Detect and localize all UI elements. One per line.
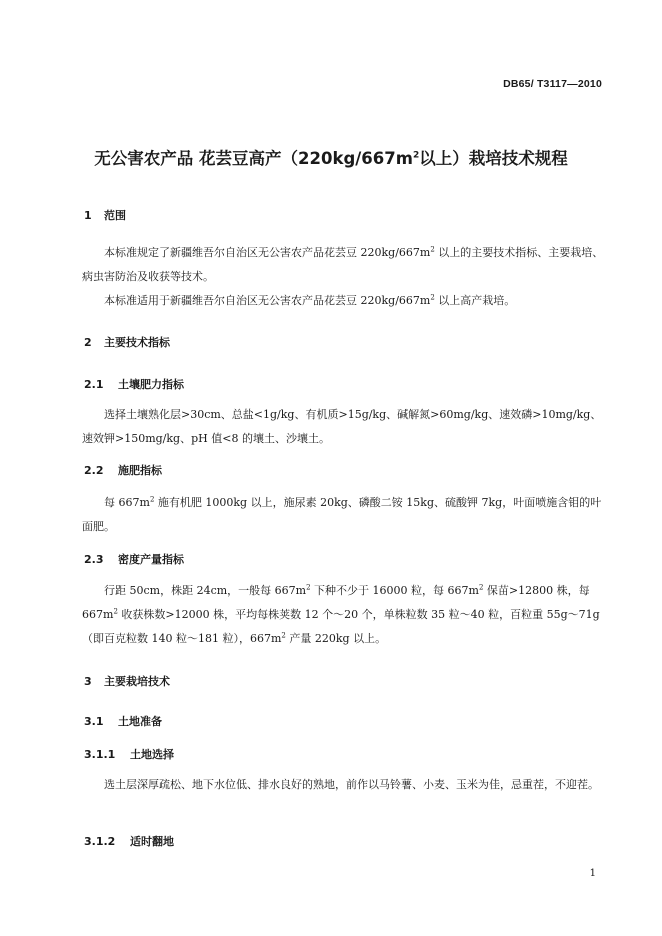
section-title: 主要技术指标 xyxy=(104,336,170,349)
section-3-heading xyxy=(84,673,170,689)
superscript: 2 xyxy=(430,245,435,254)
superscript: 2 xyxy=(281,631,286,640)
text-run: 每 667m xyxy=(104,496,150,509)
section-number: 1 xyxy=(84,209,92,222)
text-run: 保苗>12800 株，每 667m xyxy=(82,584,590,621)
section-title: 范围 xyxy=(104,209,126,222)
section-number: 2 xyxy=(84,336,92,349)
text-run: 以上的主要技术指标、主要栽培、病虫害防治及收获等技术。 xyxy=(82,246,604,283)
section-3-1-heading xyxy=(84,713,162,729)
text-run: 产量 220kg 以上。 xyxy=(285,632,387,645)
section-title: 施肥指标 xyxy=(118,464,162,477)
page-number: 1 xyxy=(589,868,596,879)
section-number: 3.1 xyxy=(84,715,104,728)
section-2-2-heading xyxy=(84,462,162,478)
document-title xyxy=(0,145,662,169)
text-run: 行距 50cm，株距 24cm，一般每 667m xyxy=(104,584,307,597)
superscript: 2 xyxy=(478,583,484,592)
section-title: 土地准备 xyxy=(118,715,162,728)
title-suffix: 以上）栽培技术规程 xyxy=(419,149,568,168)
title-superscript: 2 xyxy=(412,150,420,161)
land-selection-paragraph: 选土层深厚疏松、地下水位低、排水良好的熟地，前作以马铃薯、小麦、玉米为佳，忌重茬，不迎茬。 xyxy=(104,778,599,791)
fertilizer-paragraph xyxy=(82,491,610,539)
section-title: 密度产量指标 xyxy=(118,553,184,566)
text-run: 施有机肥 1000kg 以上，施尿素 20kg、磷酸二铵 15kg、硫酸钾 7kg，叶面喷施含钼的叶面肥。 xyxy=(82,496,602,533)
superscript: 2 xyxy=(149,495,155,504)
section-1-heading xyxy=(84,207,126,223)
soil-fertility-paragraph: 选择土壤熟化层>30cm、总盐<1g/kg、有机质>15g/kg、碱解氮>60mg/kg、速效磷>10mg/kg、速效钾>150mg/kg、pH 值<8 的壤土、沙壤土。 xyxy=(82,408,602,445)
section-number: 3.1.2 xyxy=(84,835,116,848)
text-run: 下种不少于 16000 粒，每 667m xyxy=(310,584,479,597)
text-run: 以上高产栽培。 xyxy=(434,294,516,307)
text-run: 本标准规定了新疆维吾尔自治区无公害农产品花芸豆 220kg/667m xyxy=(104,246,431,259)
superscript: 2 xyxy=(430,293,435,302)
section-number: 2.2 xyxy=(84,464,104,477)
section-3-1-1-heading xyxy=(84,746,174,762)
superscript: 2 xyxy=(306,583,311,592)
section-number: 2.3 xyxy=(84,553,104,566)
superscript: 2 xyxy=(113,607,118,616)
title-prefix: 无公害农产品 花芸豆高产（220kg/667m xyxy=(94,149,413,168)
scope-paragraph-1 xyxy=(82,241,610,289)
section-2-heading xyxy=(84,334,170,350)
standard-code: DB65/ T3117—2010 xyxy=(503,78,602,90)
text-run: 收获株数>12000 株，平均每株荚数 12 个～20 个，单株粒数 35 粒～40 粒，百粒重 55g～71g（即百克粒数 140 粒～181 粒），667m xyxy=(82,608,600,645)
section-3-1-2-heading xyxy=(84,833,174,849)
section-number: 3 xyxy=(84,675,92,688)
section-title: 土地选择 xyxy=(130,748,174,761)
section-2-1-heading xyxy=(84,376,184,392)
text-run: 本标准适用于新疆维吾尔自治区无公害农产品花芸豆 220kg/667m xyxy=(104,294,431,307)
density-yield-paragraph xyxy=(82,579,610,651)
section-number: 3.1.1 xyxy=(84,748,116,761)
section-number: 2.1 xyxy=(84,378,104,391)
scope-paragraph-2 xyxy=(82,289,610,313)
section-title: 主要栽培技术 xyxy=(104,675,170,688)
section-title: 适时翻地 xyxy=(130,835,174,848)
section-2-3-heading xyxy=(84,551,184,567)
section-title: 土壤肥力指标 xyxy=(118,378,184,391)
